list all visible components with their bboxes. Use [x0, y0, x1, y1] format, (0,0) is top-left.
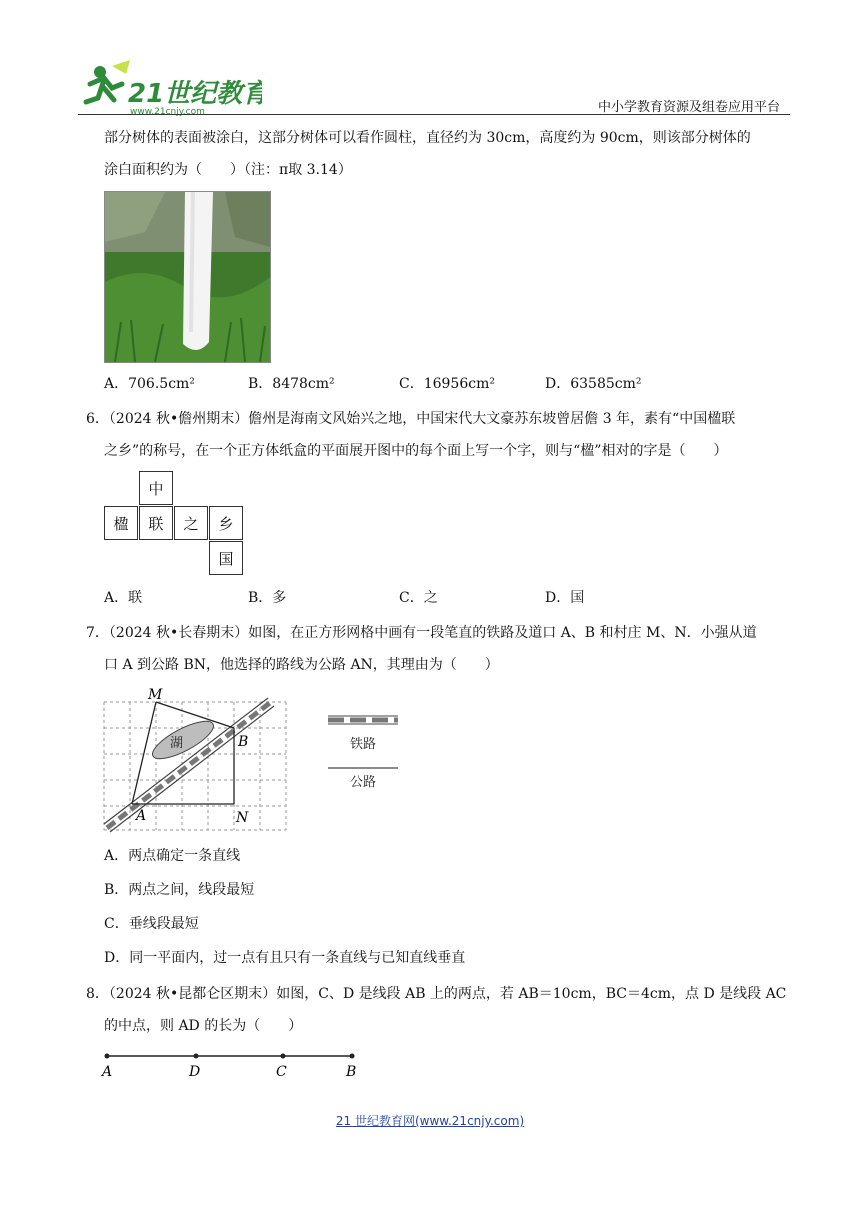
- tree-photo: [104, 191, 271, 363]
- net-cell-1: 楹: [104, 506, 138, 540]
- q5-option-b: B．8478cm²: [248, 376, 335, 392]
- point-c: [281, 1054, 286, 1059]
- q7-line2: 口 A 到公路 BN，他选择的路线为公路 AN，其理由为（ ）: [104, 657, 499, 673]
- q7-line1: 7．（2024 秋•长春期末）如图，在正方形网格中画有一段笔直的铁路及道口 A、B 和村庄 M、N．小强从道: [86, 625, 757, 641]
- point-b: [350, 1054, 355, 1059]
- platform-title: 中小学教育资源及组卷应用平台: [597, 100, 780, 115]
- point-d: [194, 1054, 199, 1059]
- legend-road: 公路: [350, 775, 377, 790]
- segment-label-b: B: [346, 1064, 357, 1080]
- q8-line2: 的中点，则 AD 的长为（ ）: [104, 1018, 303, 1034]
- footer-link[interactable]: 21 世纪教育网(www.21cnjy.com): [335, 1114, 525, 1128]
- legend-railway: 铁路: [350, 737, 377, 752]
- q6-option-b: B．多: [248, 590, 287, 606]
- q6-option-c: C．之: [399, 590, 438, 606]
- q6-line2: 之乡”的称号，在一个正方体纸盒的平面展开图中的每个面上写一个字，则与“楹”相对的字是（ ）: [104, 443, 728, 459]
- brand-text: 21世纪教育: [128, 79, 262, 109]
- point-n-label: N: [236, 810, 249, 826]
- q6-option-a: A．联: [104, 590, 143, 606]
- net-bottom-cell: 国: [209, 541, 243, 575]
- lake-label: 湖: [170, 736, 184, 751]
- runner-icon: [86, 60, 130, 102]
- q8-line1: 8．（2024 秋•昆都仑区期末）如图，C、D 是线段 AB 上的两点，若 AB＝10cm，BC＝4cm，点 D 是线段 AC: [86, 986, 787, 1002]
- q5-option-c: C．16956cm²: [399, 376, 495, 392]
- point-a-label: A: [136, 808, 147, 824]
- net-cell-3: 之: [174, 506, 208, 540]
- q7-option-a: A．两点确定一条直线: [104, 848, 241, 864]
- net-cell-4: 乡: [209, 506, 243, 540]
- railway-figure: [100, 686, 400, 834]
- point-b-label: B: [238, 734, 249, 750]
- segment-figure: [100, 1046, 370, 1082]
- q5-option-d: D．63585cm²: [545, 376, 642, 392]
- segment-label-d: D: [189, 1064, 201, 1080]
- point-m-label: M: [148, 687, 163, 703]
- point-a: [105, 1054, 110, 1059]
- segment-label-a: A: [102, 1064, 113, 1080]
- legend: [328, 716, 398, 790]
- brand-url: www.21cnjy.com: [130, 107, 205, 117]
- header-divider: [78, 114, 790, 115]
- q6-option-d: D．国: [545, 590, 585, 606]
- q5-option-a: A．706.5cm²: [104, 376, 195, 392]
- q5-line1: 部分树体的表面被涂白，这部分树体可以看作圆柱，直径约为 30cm，高度约为 90cm，则该部分树体的: [104, 130, 751, 146]
- q7-option-d: D．同一平面内，过一点有且只有一条直线与已知直线垂直: [104, 950, 466, 966]
- q6-line1: 6．（2024 秋•儋州期末）儋州是海南文风始兴之地，中国宋代大文豪苏东坡曾居儋 3 年，素有“中国楹联: [86, 411, 736, 427]
- q5-line2: 涂白面积约为（ ）（注：π取 3.14）: [104, 162, 352, 178]
- net-cell-2: 联: [139, 506, 173, 540]
- net-top-cell: 中: [139, 471, 173, 505]
- segment-label-c: C: [276, 1064, 287, 1080]
- brand-logo: [82, 58, 262, 118]
- q7-option-b: B．两点之间，线段最短: [104, 882, 255, 898]
- q7-option-c: C．垂线段最短: [104, 916, 199, 932]
- cube-net: [104, 471, 244, 579]
